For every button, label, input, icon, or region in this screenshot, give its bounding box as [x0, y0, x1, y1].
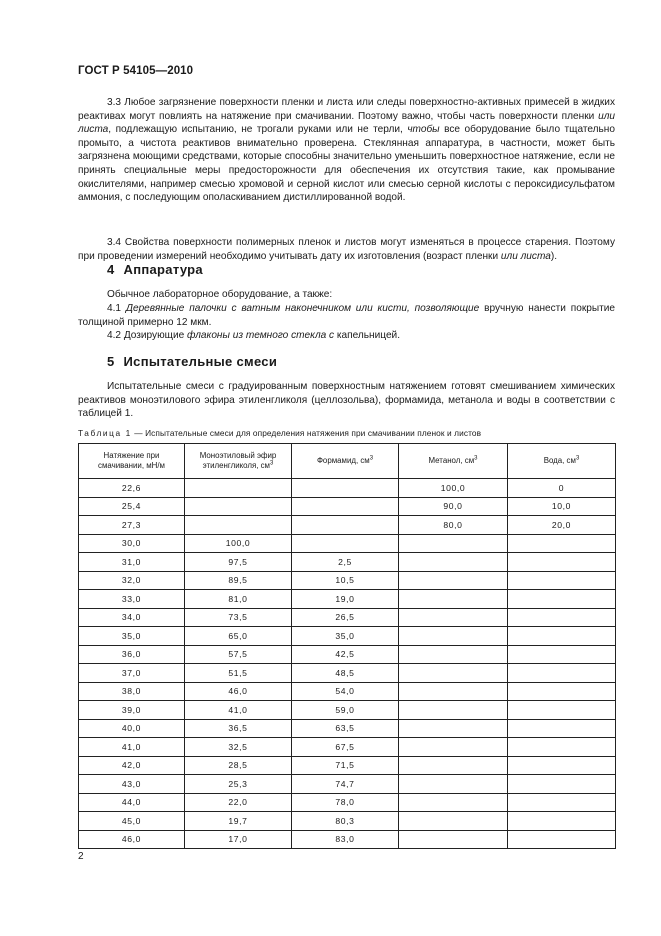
table-cell: 38,0 — [79, 682, 185, 701]
paragraph-4-2: 4.2 Дозирующие флаконы из темного стекла с капельницей. — [107, 330, 400, 341]
section-5-heading: 5 Испытательные смеси — [107, 354, 278, 369]
table-cell — [292, 516, 399, 535]
table-cell — [399, 645, 508, 664]
table-row — [79, 830, 616, 849]
header-wetting-tension: Натяжение при смачивании, мН/м — [79, 444, 185, 479]
table-row — [79, 497, 616, 516]
table-row — [79, 534, 616, 553]
table-cell: 10,5 — [292, 571, 399, 590]
table-cell: 10,0 — [508, 497, 616, 516]
header-methanol: Метанол, $см^3$ — [399, 444, 508, 479]
table-cell: 2,5 — [292, 553, 399, 572]
table-cell — [508, 701, 616, 720]
table-cell — [399, 682, 508, 701]
document-header: ГОСТ Р 54105—2010 — [78, 65, 194, 77]
table-cell: 46,0 — [185, 682, 292, 701]
table-row — [79, 812, 616, 831]
table-row — [79, 682, 616, 701]
paragraph-5-intro: Испытательные смеси с градуированным поверхностным натяжением готовят смешиванием химических реактивов моноэтилового эфира этиленгликоля (целлозольва), формамида, метанола и воды в соответствии с таблицей 1. — [78, 381, 615, 420]
header-water: Вода, $см^3$ — [508, 444, 616, 479]
table-cell: 33,0 — [79, 590, 185, 609]
paragraph-4-1: 4.1 Деревянные палочки с ватным наконечником или кисти, позволяющие вручную нанести покрытие толщиной примерно 12 мкм. — [78, 303, 615, 328]
table-cell: 59,0 — [292, 701, 399, 720]
table-cell — [185, 497, 292, 516]
table-cell: 41,0 — [79, 738, 185, 757]
table-cell: 35,0 — [79, 627, 185, 646]
table-cell: 83,0 — [292, 830, 399, 849]
table-cell: 74,7 — [292, 775, 399, 794]
table-cell: 0 — [508, 479, 616, 498]
table-cell: 65,0 — [185, 627, 292, 646]
table-cell: 48,5 — [292, 664, 399, 683]
table-cell: 30,0 — [79, 534, 185, 553]
table-cell — [185, 516, 292, 535]
table-cell — [399, 571, 508, 590]
paragraph-3-4: 3.4 Свойства поверхности полимерных пленок и листов могут изменяться в процессе старения. Поэтому при проведении измерений необходимо учитывать дату их изготовления (возраст пленки или листа). — [78, 237, 615, 262]
table-cell: 63,5 — [292, 719, 399, 738]
table-cell — [508, 553, 616, 572]
table-cell: 46,0 — [79, 830, 185, 849]
table-cell — [508, 812, 616, 831]
table-row — [79, 719, 616, 738]
table-cell: 71,5 — [292, 756, 399, 775]
table-cell: 97,5 — [185, 553, 292, 572]
table-cell — [399, 775, 508, 794]
table-cell: 43,0 — [79, 775, 185, 794]
page-number: 2 — [78, 851, 84, 862]
table-cell — [292, 534, 399, 553]
table-header-row — [79, 444, 616, 479]
table-cell — [399, 793, 508, 812]
header-formamide: Формамид, $см^3$ — [292, 444, 399, 479]
table-cell — [508, 775, 616, 794]
table-cell — [508, 534, 616, 553]
table-row — [79, 701, 616, 720]
table-cell — [508, 608, 616, 627]
table-cell — [508, 738, 616, 757]
table-cell: 67,5 — [292, 738, 399, 757]
table-cell — [508, 682, 616, 701]
table-cell: 57,5 — [185, 645, 292, 664]
table-cell: 31,0 — [79, 553, 185, 572]
table-cell: 32,0 — [79, 571, 185, 590]
table-cell: 26,5 — [292, 608, 399, 627]
table-cell: 42,5 — [292, 645, 399, 664]
table-cell — [399, 719, 508, 738]
table-cell: 28,5 — [185, 756, 292, 775]
table-cell — [508, 793, 616, 812]
table-cell: 25,4 — [79, 497, 185, 516]
table-cell: 32,5 — [185, 738, 292, 757]
table-cell — [508, 756, 616, 775]
table-cell — [399, 756, 508, 775]
table-cell: 25,3 — [185, 775, 292, 794]
table-cell — [399, 590, 508, 609]
table-cell — [399, 534, 508, 553]
table-cell: 22,0 — [185, 793, 292, 812]
table-row — [79, 664, 616, 683]
table-row — [79, 645, 616, 664]
table-cell — [399, 664, 508, 683]
table-row — [79, 793, 616, 812]
table-cell: 41,0 — [185, 701, 292, 720]
table-cell — [185, 479, 292, 498]
table-cell — [508, 645, 616, 664]
table-cell: 36,5 — [185, 719, 292, 738]
table-cell — [399, 738, 508, 757]
table-cell: 39,0 — [79, 701, 185, 720]
table-cell: 17,0 — [185, 830, 292, 849]
table-cell — [508, 719, 616, 738]
table-cell — [508, 830, 616, 849]
table-cell: 40,0 — [79, 719, 185, 738]
table-cell — [399, 608, 508, 627]
table-cell: 73,5 — [185, 608, 292, 627]
table-cell: 90,0 — [399, 497, 508, 516]
table-cell — [292, 497, 399, 516]
table-row — [79, 738, 616, 757]
table-cell — [292, 479, 399, 498]
table-cell: 36,0 — [79, 645, 185, 664]
table-row — [79, 627, 616, 646]
table-row — [79, 756, 616, 775]
header-ethylene-glycol-ether: Моноэтиловый эфир этиленгликоля, $см^3$ — [185, 444, 292, 479]
table-cell — [399, 627, 508, 646]
table-row — [79, 516, 616, 535]
table-cell: 80,0 — [399, 516, 508, 535]
table-cell — [508, 590, 616, 609]
table-cell: 89,5 — [185, 571, 292, 590]
table-row — [79, 571, 616, 590]
table-cell: 20,0 — [508, 516, 616, 535]
table-row — [79, 608, 616, 627]
table-cell — [399, 701, 508, 720]
table-caption: Таблица 1 — Испытательные смеси для определения натяжения при смачивании пленок и листов — [78, 428, 482, 438]
table-cell: 80,3 — [292, 812, 399, 831]
table-cell: 37,0 — [79, 664, 185, 683]
table-cell — [508, 664, 616, 683]
table-cell — [399, 553, 508, 572]
table-cell — [399, 830, 508, 849]
table-row — [79, 775, 616, 794]
table-cell: 100,0 — [399, 479, 508, 498]
table-cell: 54,0 — [292, 682, 399, 701]
table-cell — [508, 627, 616, 646]
test-mixtures-table — [78, 443, 616, 849]
table-cell: 44,0 — [79, 793, 185, 812]
table-cell: 42,0 — [79, 756, 185, 775]
section-4-heading: 4 Аппаратура — [107, 262, 203, 277]
paragraph-3-3: 3.3 Любое загрязнение поверхности пленки и листа или следы поверхностно-активных примесей в жидких реактивах могут повлиять на натяжение при смачивании. Поэтому важно, чтобы часть поверхности пленки или листа, подлежащую испытанию, не трогали руками или не терли, чтобы все оборудование было тщательно промыто, а чистота реактивов внимательно проверена. Стеклянная аппаратура, в частности, может быть загрязнена моющими средствами, которые способны значительно уменьшить поверхностное натяжение, если не принять специальные меры предосторожности для обеспечения их отсутствия такие, как промывание окислителями, например смесью хромовой и серной кислот или смесью серной кислоты с пероксидисульфатом аммония, с последующим ополаскиванием дистиллированной водой. — [78, 97, 615, 204]
table-cell: 45,0 — [79, 812, 185, 831]
table-row — [79, 479, 616, 498]
table-row — [79, 590, 616, 609]
table-cell: 27,3 — [79, 516, 185, 535]
table-cell: 35,0 — [292, 627, 399, 646]
table-cell — [399, 812, 508, 831]
table-cell: 19,0 — [292, 590, 399, 609]
table-cell: 78,0 — [292, 793, 399, 812]
table-cell: 22,6 — [79, 479, 185, 498]
table-cell: 81,0 — [185, 590, 292, 609]
table-row — [79, 553, 616, 572]
paragraph-4-intro: Обычное лабораторное оборудование, а также: — [107, 289, 333, 300]
table-body — [79, 479, 616, 849]
table-cell: 34,0 — [79, 608, 185, 627]
table-cell: 19,7 — [185, 812, 292, 831]
table-cell: 51,5 — [185, 664, 292, 683]
table-cell — [508, 571, 616, 590]
table-cell: 100,0 — [185, 534, 292, 553]
